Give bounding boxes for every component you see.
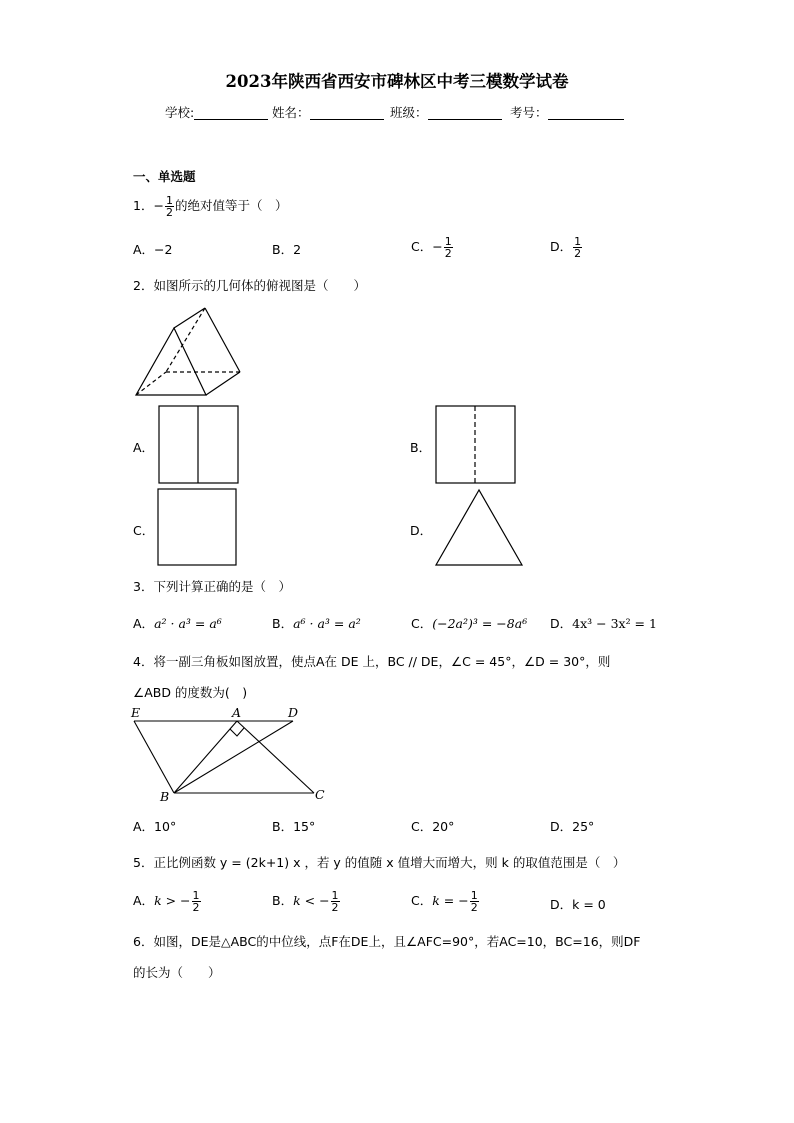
q5-b-expr: k < − — [293, 893, 330, 908]
q5-b-fraction — [331, 890, 340, 913]
q2-a-figure — [159, 406, 238, 483]
segment-EB — [134, 721, 174, 793]
q5-b-label: B． — [272, 893, 294, 908]
q3-option-a[interactable] — [133, 614, 222, 632]
q5-c-fraction — [470, 890, 479, 913]
q5-c-num: 1 — [470, 889, 478, 902]
q4-option-d[interactable]: D．25° — [550, 819, 595, 834]
q5-option-b[interactable] — [272, 886, 341, 916]
segment-BA — [174, 721, 237, 793]
q4-label-b: B — [160, 789, 170, 804]
q2-c-figure — [158, 489, 236, 565]
q2-b-figure — [436, 406, 515, 483]
prism-front-face — [136, 328, 206, 395]
q1-c-label: C．− — [411, 239, 443, 254]
exam-title: 2023年陕西省西安市碑林区中考三模数学试卷 — [225, 72, 569, 91]
name-label: 姓名： — [272, 105, 310, 120]
q3-c-expr: (−2a²)³ = −8a⁶ — [432, 616, 528, 631]
q4-option-b[interactable]: B．15° — [272, 819, 316, 834]
q3-a-expr: a² · a³ = a⁶ — [154, 616, 222, 631]
prism-top-edge — [174, 308, 205, 328]
q4-figure — [134, 721, 314, 793]
q3-option-b[interactable] — [272, 614, 361, 632]
school-label: 学校: — [165, 105, 195, 120]
q3-stem: 3．下列计算正确的是（ ） — [133, 579, 291, 594]
prism-hidden-edge-3 — [136, 372, 166, 395]
q1-number: 1． — [133, 198, 154, 213]
q5-a-label: A． — [133, 893, 155, 908]
number-label: 考号： — [510, 105, 548, 120]
q1-c-den: 2 — [444, 247, 452, 260]
q4-label-a: A — [232, 705, 242, 720]
q5-a-num: 1 — [192, 889, 200, 902]
q1-d-num: 1 — [574, 235, 582, 248]
q3-option-d[interactable] — [550, 614, 657, 632]
q2-option-a[interactable]: A． — [133, 440, 155, 455]
q1-option-a[interactable]: A．−2 — [133, 242, 173, 257]
right-angle-mark — [230, 728, 244, 736]
q2-option-b[interactable]: B． — [410, 440, 432, 455]
q5-a-den: 2 — [192, 901, 200, 914]
section-heading: 一、单选题 — [133, 169, 196, 184]
q3-d-label: D． — [550, 616, 573, 631]
q1-option-b[interactable]: B．2 — [272, 242, 302, 257]
q5-c-label: C． — [411, 893, 433, 908]
q5-c-expr: k = − — [432, 893, 469, 908]
q4-label-d: D — [288, 705, 299, 720]
q3-option-c[interactable] — [411, 614, 527, 632]
q5-b-den: 2 — [331, 901, 339, 914]
q4-label-c: C — [315, 787, 325, 802]
q5-b-num: 1 — [331, 889, 339, 902]
q5-a-fraction — [192, 890, 201, 913]
q3-b-expr: a⁶ · a³ = a² — [293, 616, 361, 631]
q1-d-den: 2 — [574, 247, 582, 260]
q1-d-label: D． — [550, 239, 573, 254]
q2-d-figure — [436, 490, 522, 565]
q6-stem-line2: 的长为（ ） — [133, 965, 221, 980]
q2-option-d[interactable]: D． — [410, 523, 433, 538]
q3-a-label: A． — [133, 616, 155, 631]
q4-option-c[interactable]: C．20° — [411, 819, 455, 834]
q4-label-e: E — [131, 705, 141, 720]
q4-stem-line1: 4．将一副三角板如图放置，使点A在 DE 上，BC // DE，∠C = 45°，∠D = 30°，则 — [133, 654, 611, 669]
q5-option-a[interactable] — [133, 886, 202, 916]
prism-bottom-right-edge — [206, 372, 240, 395]
q2-stem: 2．如图所示的几何体的俯视图是（ ） — [133, 278, 366, 293]
q1-c-num: 1 — [444, 235, 452, 248]
q1-text: 的绝对值等于（ ） — [174, 198, 288, 213]
q5-c-den: 2 — [470, 901, 478, 914]
q5-a-expr: k > − — [154, 893, 191, 908]
q5-option-c[interactable] — [411, 886, 480, 916]
prism-hidden-edge-1 — [166, 308, 205, 372]
q3-d-expr: 4x³ − 3x² = 1 — [572, 616, 657, 631]
q5-option-d[interactable]: D．k = 0 — [550, 897, 606, 912]
q1-frac-den: 2 — [165, 206, 173, 219]
q4-stem-line2: ∠ABD 的度数为( ) — [133, 685, 248, 700]
q3-c-label: C． — [411, 616, 433, 631]
class-label: 班级： — [390, 105, 428, 120]
q5-stem: 5．正比例函数 y = (2k+1) x ，若 y 的值随 x 值增大而增大，则 k 的取值范围是（ ） — [133, 855, 626, 870]
q1-sign: − — [153, 198, 164, 213]
q6-stem-line1: 6．如图，DE是△ABC的中位线，点F在DE上，且∠AFC=90°，若AC=10，BC=16，则DF — [133, 934, 641, 949]
q3-b-label: B． — [272, 616, 294, 631]
prism-back-right-edge — [205, 308, 240, 372]
prism-figure — [136, 308, 240, 395]
q4-option-a[interactable]: A．10° — [133, 819, 177, 834]
q1-frac-num: 1 — [165, 194, 173, 207]
q2-option-c[interactable]: C． — [133, 523, 155, 538]
